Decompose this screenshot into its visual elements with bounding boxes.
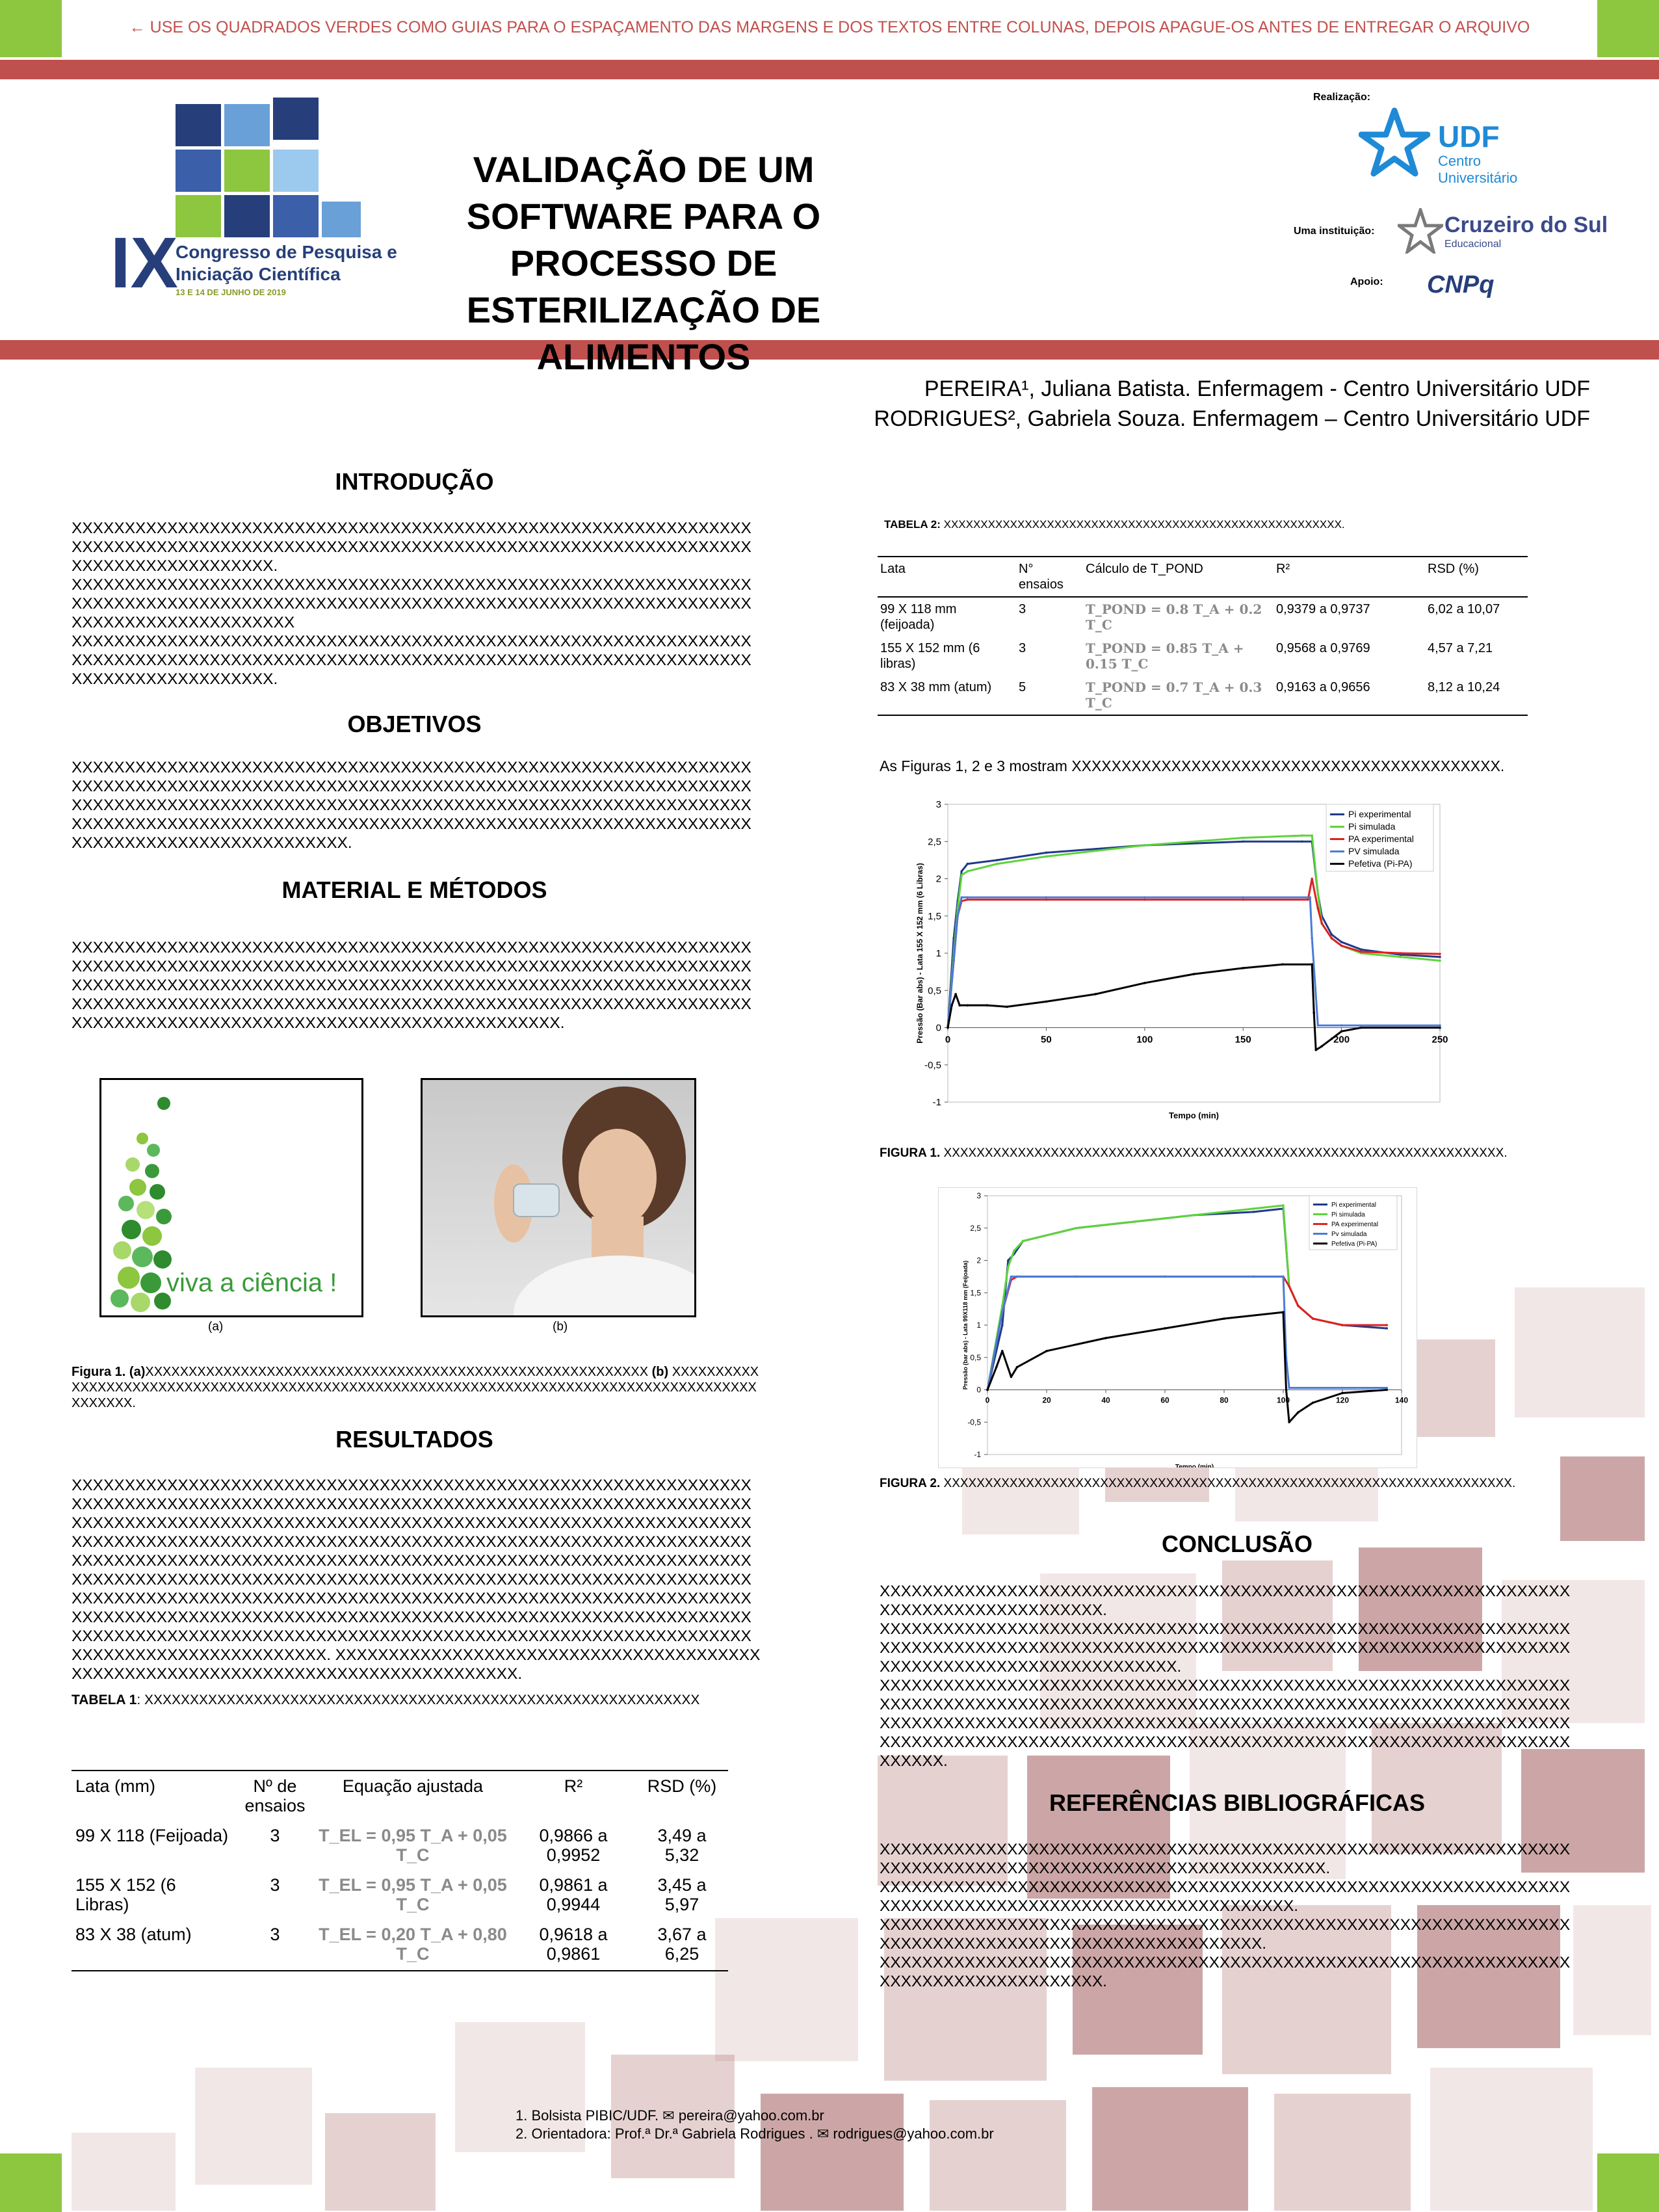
data-point (966, 899, 969, 901)
table-row: 83 X 38 mm (atum) 5 T_POND = 0.7 T_A + 0.3 T_C 0,9163 a 0,9656 8,12 a 10,24 (880, 679, 1500, 711)
data-point (1143, 896, 1146, 899)
data-point (966, 870, 969, 873)
data-point (960, 896, 963, 899)
legend-entry: Pv simulada (1331, 1230, 1367, 1238)
data-point (1312, 1402, 1314, 1404)
data-point (1331, 1038, 1333, 1040)
y-tick-label: -0,5 (924, 1059, 941, 1071)
y-tick-label: 2,5 (970, 1223, 981, 1233)
data-point (1282, 1311, 1285, 1313)
y-tick-label: 2 (976, 1256, 981, 1265)
data-point (1360, 948, 1363, 951)
text-conclusao: XXXXXXXXXXXXXXXXXXXXXXXXXXXXXXXXXXXXXXXXXXXXXXXXXXXXXXXXXXXXXXXXXXXXXXXXXXXXXXXXXXXXXX. XXXXXXXXXXXXXXXXXXXXXXXXXXXXXXXXXXXXXXXXXXXXXXXXXXXXXXXXXXXXXXXXXXXXXXXXXXXXXXXXXXXXXXXXXXXXXXXXXXXXXXXXXXXXXXXXXXXXXXXXXXXXXXXXXXXXXXXXXXXXXXXXXXXXXXXXXXXXXX. XXXXXXXXXXXXXXXXXXXXXXXXXXXXXXXXXXXXXXXXXXXXXXXXXXXXXXXXXXXXXXXXXXXXXXXXXXXXXXXXXXXXXXXXXXXXXXXXXXXXXXXXXXXXXXXXXXXXXXXXXXXXXXXXXXXXXXXXXXXXXXXXXXXXXXXXXXXXXXXXXXXXXXXXXXXXXXXXXXXXXXXXXXXXXXXXXXXXXXXXXXXXXXXXXXXXXXXXXXXXXXXXXXXXXXXXXXXXXXXXXXXXXXXXXXXXXXXXXXXXXXXXXX. (880, 1583, 1571, 1770)
data-point (1400, 956, 1402, 958)
figura1-chart (891, 797, 1463, 1125)
x-tick-label: 0 (985, 1395, 990, 1405)
x-tick-label: 250 (1431, 1034, 1448, 1046)
data-point (1340, 945, 1343, 947)
congress-logo: IX Congresso de Pesquisa e Iniciação Científica 13 E 14 DE JUNHO DE 2019 (111, 98, 384, 306)
data-point (1297, 1304, 1300, 1307)
heading-introducao: INTRODUÇÃO (335, 468, 494, 495)
data-point (1006, 1006, 1008, 1008)
heading-material-metodos: MATERIAL E MÉTODOS (281, 876, 547, 903)
data-point (1321, 1045, 1324, 1047)
figura1-caption: FIGURA 1. XXXXXXXXXXXXXXXXXXXXXXXXXXXXXXXXXXXXXXXXXXXXXXXXXXXXXXXXXXXXXXXXXXXX. (880, 1146, 1508, 1160)
data-point (954, 993, 957, 995)
x-tick-label: 80 (1220, 1395, 1229, 1405)
series-line-pefetiva-pi-pa- (987, 1312, 1387, 1422)
data-point (1242, 837, 1244, 839)
data-point (1439, 953, 1441, 955)
figures-intro-text: As Figuras 1, 2 e 3 mostram XXXXXXXXXXXXXXXXXXXXXXXXXXXXXXXXXXXXXXXXXXX. (880, 757, 1505, 774)
data-point (1075, 1227, 1078, 1230)
data-point (1223, 1317, 1225, 1320)
y-tick-label: -1 (932, 1097, 941, 1108)
data-point (1341, 1392, 1344, 1395)
data-point (1297, 1412, 1300, 1414)
data-point (960, 874, 963, 876)
data-point (1045, 1001, 1048, 1003)
cruzeiro-star-icon (1398, 208, 1443, 254)
data-point (1341, 1324, 1344, 1326)
x-tick-label: 150 (1234, 1034, 1251, 1046)
text-introducao: XXXXXXXXXXXXXXXXXXXXXXXXXXXXXXXXXXXXXXXXXXXXXXXXXXXXXXXXXXXXXXXXXXXXXXXXXXXXXXXXXXXXXXXXXXXXXXXXXXXXXXXXXXXXXXXXXXXXXXXXXXXXXXXXXXXXXXXXXXXXXXXXXXX. XXXXXXXXXXXXXXXXXXXXXXXXXXXXXXXXXXXXXXXXXXXXXXXXXXXXXXXXXXXXXXXXXXXXXXXXXXXXXXXXXXXXXXXXXXXXXXXXXXXXXXXXXXXXXXXXXXXXXXXXXXXXXXXXXXXXXXXXXXXXXXXXXXXXX XXXXXXXXXXXXXXXXXXXXXXXXXXXXXXXXXXXXXXXXXXXXXXXXXXXXXXXXXXXXXXXXXXXXXXXXXXXXXXXXXXXXXXXXXXXXXXXXXXXXXXXXXXXXXXXXXXXXXXXXXXXXXXXXXXXXXXXXXXXXXXXXXXX. (72, 520, 751, 688)
data-point (1311, 963, 1313, 966)
y-tick-label: 1,5 (970, 1288, 981, 1298)
data-point (1285, 1389, 1288, 1391)
data-point (1253, 1276, 1255, 1278)
x-tick-label: 100 (1276, 1395, 1290, 1405)
legend-entry: Pefetiva (Pi-PA) (1348, 858, 1413, 869)
table-row: 83 X 38 (atum) 3 T_EL = 0,20 T_A + 0,80 T_C 0,9618 a 0,9861 3,67 a 6,25 (75, 1925, 707, 1964)
legend-entry: Pi simulada (1331, 1211, 1365, 1218)
data-point (1045, 855, 1048, 858)
x-tick-label: 20 (1042, 1395, 1051, 1405)
figura2-caption: FIGURA 2. XXXXXXXXXXXXXXXXXXXXXXXXXXXXXXXXXXXXXXXXXXXXXXXXXXXXXXXXXXXXXXXXXXXXX. (880, 1477, 1516, 1490)
data-point (1045, 899, 1048, 901)
legend-entry: Pi experimental (1331, 1201, 1376, 1209)
x-tick-label: 140 (1394, 1395, 1409, 1405)
data-point (1400, 952, 1402, 955)
legend-entry: PA experimental (1348, 834, 1414, 845)
data-point (995, 1366, 998, 1369)
x-axis-label: Tempo (min) (1168, 1111, 1220, 1120)
tabela1-label: TABELA 1: XXXXXXXXXXXXXXXXXXXXXXXXXXXXXXXXXXXXXXXXXXXXXXXXXXXXXXXXXXXXX (72, 1692, 700, 1707)
data-point (1288, 1285, 1290, 1288)
heading-referencias: REFERÊNCIAS BIBLIOGRÁFICAS (1049, 1789, 1426, 1816)
data-point (1007, 1266, 1010, 1269)
y-tick-label: 0,5 (970, 1352, 981, 1362)
data-point (996, 863, 999, 865)
text-referencias: XXXXXXXXXXXXXXXXXXXXXXXXXXXXXXXXXXXXXXXXXXXXXXXXXXXXXXXXXXXXXXXXXXXXXXXXXXXXXXXXXXXXXXXXXXXXXXXXXXXXXXXXXXX. XXXXXXXXXXXXXXXXXXXXXXXXXXXXXXXXXXXXXXXXXXXXXXXXXXXXXXXXXXXXXXXXXXXXXXXXXXXXXXXXXXXXXXXXXXXXXXXXXXXXXXXX. XXXXXXXXXXXXXXXXXXXXXXXXXXXXXXXXXXXXXXXXXXXXXXXXXXXXXXXXXXXXXXXXXXXXXXXXXXXXXXXXXXXXXXXXXXXXXXXXXXXXX. XXXXXXXXXXXXXXXXXXXXXXXXXXXXXXXXXXXXXXXXXXXXXXXXXXXXXXXXXXXXXXXXXXXXXXXXXXXXXXXXXXXXXX. (880, 1841, 1571, 1990)
table-row: 155 X 152 (6 Libras) 3 T_EL = 0,95 T_A + 0,05 T_C 0,9861 a 0,9944 3,45 a 5,97 (75, 1875, 707, 1914)
tabela1 (72, 1770, 728, 1971)
data-point (1360, 1027, 1363, 1029)
series-line-pefetiva-pi-pa- (948, 964, 1440, 1050)
udf-star-icon (1359, 107, 1430, 179)
y-tick-label: 1 (935, 948, 941, 959)
x-tick-label: 100 (1136, 1034, 1153, 1046)
poster-title: VALIDAÇÃO DE UM SOFTWARE PARA O PROCESSO DE ESTERILIZAÇÃO DE ALIMENTOS (466, 149, 821, 377)
text-material-metodos: XXXXXXXXXXXXXXXXXXXXXXXXXXXXXXXXXXXXXXXXXXXXXXXXXXXXXXXXXXXXXXXXXXXXXXXXXXXXXXXXXXXXXXXXXXXXXXXXXXXXXXXXXXXXXXXXXXXXXXXXXXXXXXXXXXXXXXXXXXXXXXXXXXXXXXXXXXXXXXXXXXXXXXXXXXXXXXXXXXXXXXXXXXXXXXXXXXXXXXXXXXXXXXXXXXXXXXXXXXXXXXXXXXXXXXXXXXXXXXXXXXXXXXXXXXXXXXXXXXXXXXXXXXXXXXXXXXXXXXXXXXXXXXXXXXXXXXXXXXXXXX. (72, 939, 751, 1032)
data-point (1045, 1350, 1048, 1352)
data-point (1385, 1327, 1388, 1330)
authors: PEREIRA¹, Juliana Batista. Enfermagem - Centro Universitário UDF RODRIGUES², Gabriela Souza. Enfermagem – Centro Universitário UDF (874, 376, 1590, 431)
data-point (1242, 899, 1244, 901)
series-line-pv-simulada (987, 1276, 1387, 1389)
data-point (1340, 1024, 1343, 1027)
figure-image-a: viva a ciência ! (99, 1078, 363, 1317)
y-tick-label: 0,5 (928, 985, 941, 997)
data-point (947, 1027, 949, 1029)
data-point (1340, 941, 1343, 943)
data-point (1001, 1311, 1004, 1313)
data-point (1164, 1327, 1166, 1330)
x-tick-label: 40 (1101, 1395, 1110, 1405)
puzzle-logo-icon (169, 98, 364, 247)
data-point (1143, 844, 1146, 847)
y-tick-label: 1 (976, 1321, 981, 1330)
data-point (1016, 1366, 1019, 1369)
data-point (1309, 896, 1311, 899)
woman-drinking-water-photo (423, 1080, 694, 1315)
figure-label-b: (b) (553, 1320, 568, 1334)
figura2-chart (938, 1187, 1417, 1468)
y-axis-label: Pressão (Bar abs) - Lata 155 X 152 mm (6 Libras) (915, 863, 924, 1044)
data-point (1331, 937, 1333, 940)
data-point (1143, 899, 1146, 901)
data-point (950, 1004, 953, 1007)
heading-conclusao: CONCLUSÃO (1162, 1531, 1313, 1557)
guide-notice: ← USE OS QUADRADOS VERDES COMO GUIAS PARA O ESPAÇAMENTO DAS MARGENS E DOS TEXTOS ENTRE COLUNAS, DEPOIS APAGUE-OS ANTES DE ENTREGAR O ARQUIVO (129, 18, 1530, 36)
y-tick-label: 3 (976, 1191, 981, 1200)
table-row: 99 X 118 (Feijoada) 3 T_EL = 0,95 T_A + 0,05 T_C 0,9866 a 0,9952 3,49 a 5,32 (75, 1826, 707, 1865)
data-point (1301, 834, 1303, 837)
y-tick-label: 3 (935, 799, 941, 810)
table-row: 99 X 118 mm (feijoada) 3 T_POND = 0.8 T_A + 0.2 T_C 0,9379 a 0,9737 6,02 a 10,07 (880, 601, 1500, 633)
heading-resultados: RESULTADOS (335, 1426, 493, 1453)
data-point (966, 863, 969, 865)
data-point (1045, 852, 1048, 854)
y-tick-label: 2,5 (928, 836, 941, 848)
y-tick-label: -0,5 (967, 1417, 981, 1427)
data-point (986, 1389, 989, 1391)
data-point (1314, 1049, 1317, 1051)
data-point (1001, 1324, 1004, 1326)
series-line-pa-experimental (987, 1276, 1387, 1389)
y-tick-label: -1 (974, 1450, 981, 1459)
data-point (1010, 1276, 1013, 1278)
data-point (1439, 1024, 1441, 1027)
data-point (1242, 967, 1244, 969)
data-point (1143, 982, 1146, 984)
x-axis-label: Tempo (min) (1175, 1464, 1214, 1468)
data-point (1104, 1337, 1107, 1339)
data-point (1013, 1250, 1015, 1252)
data-point (1439, 956, 1441, 958)
data-point (1094, 993, 1097, 995)
data-point (1282, 1204, 1285, 1207)
data-point (1311, 937, 1313, 940)
figure-images-caption: Figura 1. (a)XXXXXXXXXXXXXXXXXXXXXXXXXXXXXXXXXXXXXXXXXXXXXXXXXXXXXXXXXX (b) XXXXXXXXXXXXXXXXXXXXXXXXXXXXXXXXXXXXXXXXXXXXXXXXXXXXXXXXXXXXXXXXXXXXXXXXXXXXXXXXXXXXXXXXXXXXXXXX. (72, 1365, 759, 1410)
data-point (1313, 1012, 1315, 1014)
y-tick-label: 0 (935, 1022, 941, 1034)
x-tick-label: 50 (1041, 1034, 1052, 1046)
data-point (1340, 1030, 1343, 1033)
data-point (1385, 1324, 1388, 1326)
data-point (1316, 908, 1319, 910)
data-point (1311, 834, 1313, 837)
data-point (1134, 1220, 1137, 1223)
data-point (1307, 899, 1309, 901)
data-point (1321, 922, 1324, 925)
data-point (1288, 1387, 1290, 1389)
data-point (1439, 1027, 1441, 1029)
legend-entry: PV simulada (1348, 846, 1400, 857)
data-point (1282, 1276, 1285, 1278)
data-point (1385, 1389, 1388, 1391)
data-point (1242, 896, 1244, 899)
legend-entry: Pi simulada (1348, 821, 1396, 832)
data-point (1075, 1276, 1078, 1278)
data-point (1007, 1259, 1010, 1262)
series-line-pv-simulada (948, 897, 1440, 1027)
text-resultados: XXXXXXXXXXXXXXXXXXXXXXXXXXXXXXXXXXXXXXXXXXXXXXXXXXXXXXXXXXXXXXXXXXXXXXXXXXXXXXXXXXXXXXXXXXXXXXXXXXXXXXXXXXXXXXXXXXXXXXXXXXXXXXXXXXXXXXXXXXXXXXXXXXXXXXXXXXXXXXXXXXXXXXXXXXXXXXXXXXXXXXXXXXXXXXXXXXXXXXXXXXXXXXXXXXXXXXXXXXXXXXXXXXXXXXXXXXXXXXXXXXXXXXXXXXXXXXXXXXXXXXXXXXXXXXXXXXXXXXXXXXXXXXXXXXXXXXXXXXXXXXXXXXXXXXXXXXXXXXXXXXXXXXXXXXXXXXXXXXXXXXXXXXXXXXXXXXXXXXXXXXXXXXXXXXXXXXXXXXXXXXXXXXXXXXXXXXXXXXXXXXXXXXXXXXXXXXXXXXXXXXXXXXXXXXXXXXXXXXXXXXXXXXXXXXXXXXXXXXXXXXXXXXXXXXXXXXXXXXXXXXXXXXXXXXXXXXXXXXXXXXXXXXXXXXXXXXXXXXXXXXXXXXXXXXXXXXXXXXXXXXXXXXXXXXXXXXXXXXXXXXXXXXXXXXXXXXXXXXXXXXXXXXXXXXXXXXXXXXXX. XXXXXXXXXXXXXXXXXXXXXXXXXXXXXXXXXXXXXXXXXXXXXXXXXXXXXXXXXXXXXXXXXXXXXXXXXXXXXXXXXX. (72, 1477, 761, 1683)
data-point (1001, 1350, 1004, 1352)
data-point (1010, 1376, 1013, 1378)
data-point (1045, 896, 1048, 899)
tabela2-header-row: Lata N° ensaios Cálculo de T_POND R² RSD (%) (878, 557, 1528, 597)
tabela2 (878, 556, 1528, 716)
data-point (986, 1004, 989, 1007)
data-point (1016, 1276, 1019, 1278)
data-point (958, 1004, 961, 1007)
data-point (1194, 1214, 1196, 1217)
data-point (1281, 963, 1284, 966)
data-point (952, 960, 955, 962)
data-point (1288, 1421, 1290, 1423)
figure-label-a: (a) (208, 1320, 224, 1334)
tabela2-label: TABELA 2: XXXXXXXXXXXXXXXXXXXXXXXXXXXXXXXXXXXXXXXXXXXXXXXXXXXXXX. (884, 518, 1345, 531)
sponsor-logos: Realização: UDF Centro Universitário Uma instituição: Cruzeiro do Sul Educacional Apoio: CNPq (1294, 92, 1608, 298)
y-tick-label: 2 (935, 873, 941, 885)
figure-image-b (421, 1078, 696, 1317)
data-point (966, 1004, 969, 1007)
table-row: 155 X 152 mm (6 libras) 3 T_POND = 0.85 T_A + 0.15 T_C 0,9568 a 0,9769 4,57 a 7,21 (880, 640, 1493, 672)
x-tick-label: 120 (1335, 1395, 1350, 1405)
y-tick-label: 1,5 (928, 910, 941, 922)
heading-objetivos: OBJETIVOS (347, 711, 482, 737)
data-point (1301, 840, 1303, 843)
margin-guide-bottom-right (1597, 2153, 1659, 2212)
data-point (1242, 840, 1244, 843)
data-point (960, 870, 963, 873)
margin-guide-bottom-left (0, 2153, 62, 2212)
legend-entry: Pefetiva (Pi-PA) (1331, 1240, 1378, 1248)
data-point (1164, 1276, 1166, 1278)
cnpq-logo: CNPq (1427, 271, 1495, 298)
data-point (996, 859, 999, 862)
footer-notes: 1. Bolsista PIBIC/UDF. ✉ pereira@yahoo.com.br 2. Orientadora: Prof.ª Dr.ª Gabriela Rodrigues . ✉ rodrigues@yahoo.com.br (516, 2107, 994, 2142)
data-point (1341, 1387, 1344, 1389)
data-point (1311, 878, 1313, 880)
y-tick-label: 0 (976, 1385, 981, 1395)
tabela1-header-row: Lata (mm) Nº de ensaios Equação ajustada R² RSD (%) (75, 1776, 717, 1815)
data-point (1253, 1211, 1255, 1213)
x-tick-label: 60 (1160, 1395, 1169, 1405)
data-point (1316, 1024, 1319, 1027)
data-point (1360, 951, 1363, 953)
x-tick-label: 200 (1333, 1034, 1350, 1046)
data-point (956, 915, 959, 917)
data-point (1193, 973, 1195, 975)
data-point (1022, 1240, 1025, 1243)
data-point (1312, 1317, 1314, 1320)
text-objetivos: XXXXXXXXXXXXXXXXXXXXXXXXXXXXXXXXXXXXXXXXXXXXXXXXXXXXXXXXXXXXXXXXXXXXXXXXXXXXXXXXXXXXXXXXXXXXXXXXXXXXXXXXXXXXXXXXXXXXXXXXXXXXXXXXXXXXXXXXXXXXXXXXXXXXXXXXXXXXXXXXXXXXXXXXXXXXXXXXXXXXXXXXXXXXXXXXXXXXXXXXXXXXXXXXXXXXXXXXXXXXXXXXXXXXXXXXXXXXXXXXXXXXXXXXXXXXXXXXXXXXXXXXXXXXXXXXXXXXXXXXXX. (72, 759, 751, 852)
legend-entry: PA experimental (1331, 1220, 1379, 1228)
x-tick-label: 0 (945, 1034, 951, 1046)
legend-entry: Pi experimental (1348, 809, 1411, 820)
data-point (966, 896, 969, 899)
data-point (1253, 1207, 1255, 1210)
data-point (1316, 893, 1319, 895)
y-axis-label: Pressão (bar abs) - Lata 99X118 mm (Feijoada) (961, 1260, 969, 1390)
data-point (1439, 960, 1441, 962)
header-band-top (0, 60, 1659, 79)
